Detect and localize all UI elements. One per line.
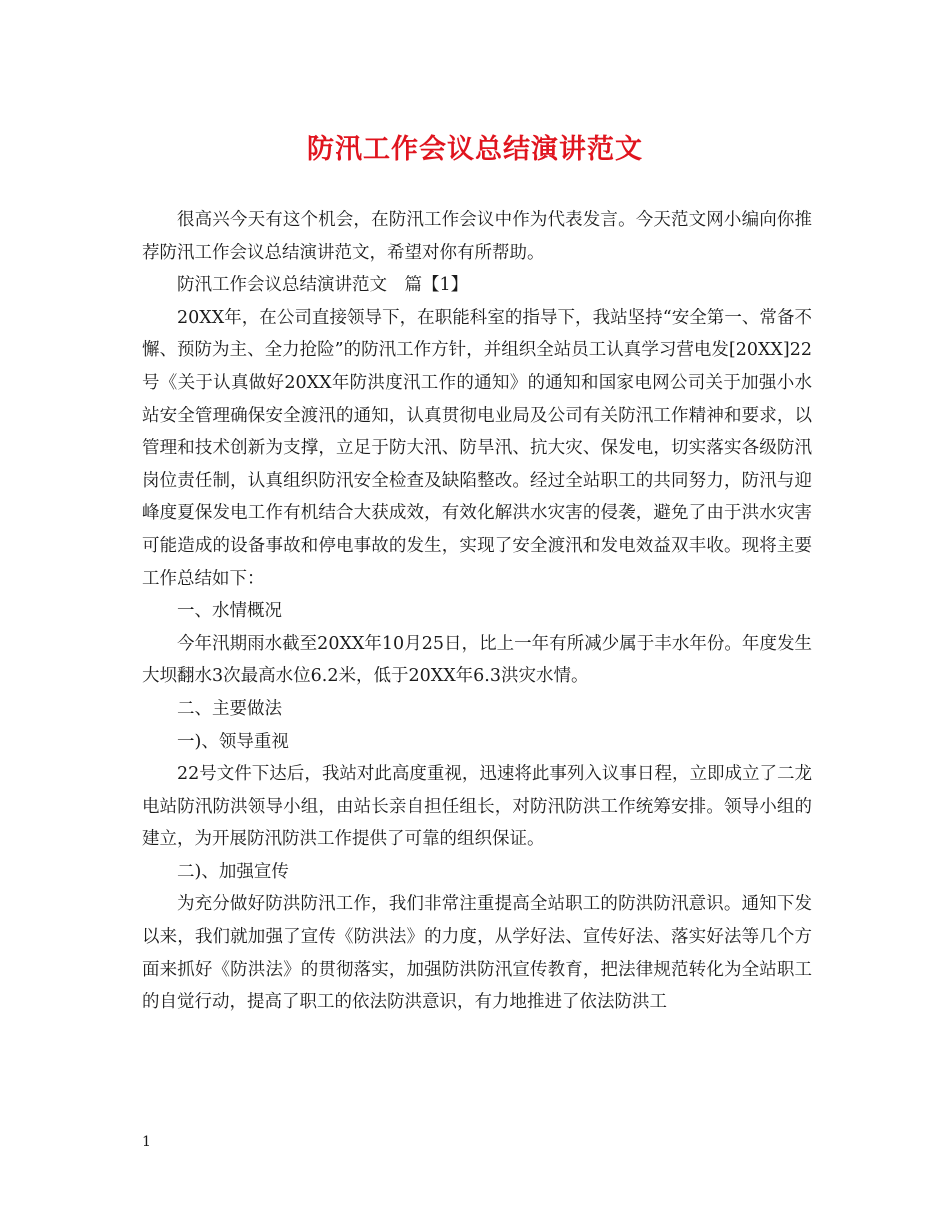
document-body	[142, 204, 812, 1019]
paragraph-water-situation: 今年汛期雨水截至20XX年10月25日，比上一年有所减少属于丰水年份。年度发生大坝翻水3次最高水位6.2米，低于20XX年6.3洪灾水情。	[142, 633, 812, 687]
document-title: 防汛工作会议总结演讲范文	[307, 134, 643, 165]
paragraph-intro: 很高兴今天有这个机会，在防汛工作会议中作为代表发言。今天范文网小编向你推荐防汛工作会议总结演讲范文，希望对你有所帮助。	[142, 210, 812, 263]
subheading-publicity: 二)、加强宣传	[177, 861, 289, 882]
subheading-leadership: 一)、领导重视	[177, 731, 289, 752]
paragraph-leadership: 22号文件下达后，我站对此高度重视，迅速将此事列入议事日程，立即成立了二龙电站防汛防洪领导小组，由站长亲自担任组长，对防汛防洪工作统筹安排。领导小组的建立，为开展防汛防洪工作提供了可靠的组织保证。	[142, 764, 812, 850]
page-number: 1	[142, 1134, 151, 1150]
heading-water-situation: 一、水情概况	[177, 601, 282, 622]
paragraph-section-heading: 防汛工作会议总结演讲范文 篇【1】	[177, 275, 469, 296]
heading-main-practices: 二、主要做法	[177, 698, 282, 719]
paragraph-publicity: 为充分做好防洪防汛工作，我们非常注重提高全站职工的防洪防汛意识。通知下发以来，我们就加强了宣传《防洪法》的力度，从学好法、宣传好法、落实好法等几个方面来抓好《防洪法》的贯彻落实，加强防洪防汛宣传教育，把法律规范转化为全站职工的自觉行动，提高了职工的依法防洪意识，有力地推进了依法防洪工	[142, 894, 812, 1013]
paragraph-summary: 20XX年，在公司直接领导下，在职能科室的指导下，我站坚持“安全第一、常备不懈、预防为主、全力抢险”的防汛工作方针，并组织全站员工认真学习营电发[20XX]22号《关于认真做好20XX年防洪度汛工作的通知》的通知和国家电网公司关于加强小水站安全管理确保安全渡汛的通知，认真贯彻电业局及公司有关防汛工作精神和要求，以管理和技术创新为支撑，立足于防大汛、防旱汛、抗大灾、保发电，切实落实各级防汛岗位责任制，认真组织防汛安全检查及缺陷整改。经过全站职工的共同努力，防汛与迎峰度夏保发电工作有机结合大获成效，有效化解洪水灾害的侵袭，避免了由于洪水灾害可能造成的设备事故和停电事故的发生，实现了安全渡汛和发电效益双丰收。现将主要工作总结如下：	[142, 307, 812, 589]
